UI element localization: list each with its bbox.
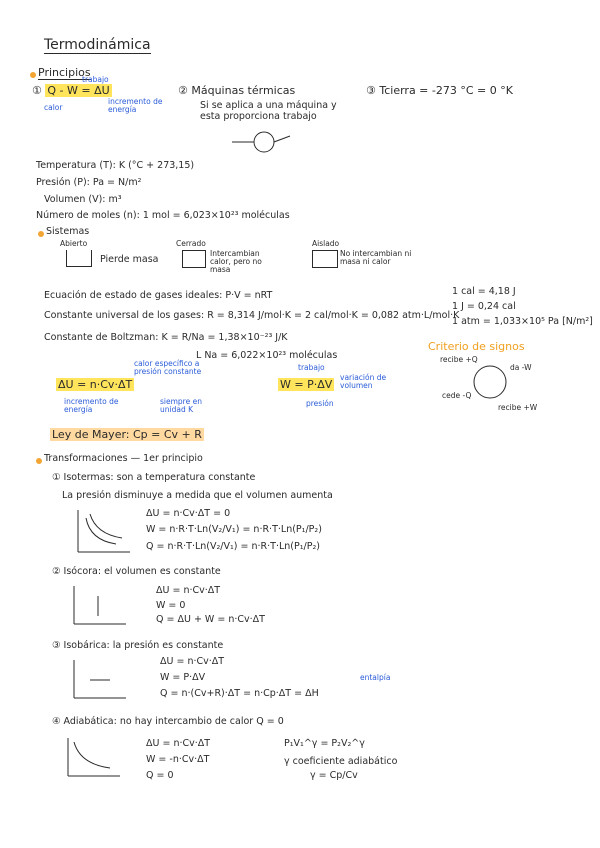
signos-recibe: recibe +Q [440,355,478,364]
conv-j: 1 J = 0,24 cal [452,301,516,312]
isobarica-graph [72,660,128,700]
ecuacion-gases: Ecuación de estado de gases ideales: P·V = nRT [44,290,273,301]
isobarica-title: ③ Isobárica: la presión es constante [52,640,224,651]
transf-heading: Transformaciones — 1er principio [44,453,203,464]
isocora-title: ② Isócora: el volumen es constante [52,566,221,577]
p1-energia: incremento de energía [108,97,163,114]
magnitud-presion: Presión (P): Pa = N/m² [36,177,142,188]
cerrado-icon [182,250,206,268]
isoterma-eq2: W = n·R·T·Ln(V₂/V₁) = n·R·T·Ln(P₁/P₂) [146,524,322,535]
isocora-eq1: ΔU = n·Cv·ΔT [156,585,221,596]
isoterma-sub: La presión disminuye a medida que el volumen aumenta [62,490,333,501]
adiabatica-eq2: W = -n·Cv·ΔT [146,754,210,765]
aislado-label: Aislado [312,239,340,248]
kelvin-note: siempre en unidad K [160,397,202,414]
engine-diagram [232,130,292,154]
conv-cal: 1 cal = 4,18 J [452,286,516,297]
cv-note: calor específico a presión constante [134,359,202,376]
principios-heading: Principios [38,66,91,79]
isocora-eq3: Q = ΔU + W = n·Cv·ΔT [156,614,265,625]
adiabatica-graph [66,738,122,778]
magnitud-moles: Número de moles (n): 1 mol = 6,023×10²³ moléculas [36,210,290,221]
adiabatica-eq1: ΔU = n·Cv·ΔT [146,738,211,749]
adiabatica-r1: P₁V₁^γ = P₂V₂^γ [284,738,365,749]
adiabatica-eq3: Q = 0 [146,770,174,781]
p3-text: ③ Tcierra = -273 °C = 0 °K [366,84,513,97]
p2-title: ② Máquinas térmicas [178,84,296,97]
p1-calor: calor [44,103,63,112]
energia-formula: ΔU = n·Cv·ΔT [58,378,133,391]
trabajo-note: trabajo [298,363,325,372]
energia-inc-note: incremento de energía [64,397,119,414]
isoterma-eq1: ΔU = n·Cv·ΔT = 0 [146,508,231,519]
page-title: Termodinámica [44,37,151,53]
constante-gases: Constante universal de los gases: R = 8,314 J/mol·K = 2 cal/mol·K = 0,082 atm·L/mol·K [44,310,460,321]
signos-da: da -W [510,363,532,372]
adiabatica-r2: γ coeficiente adiabático [284,756,398,767]
entalpia-note: entalpía [360,673,391,682]
isoterma-title: ① Isotermas: son a temperatura constante [52,472,256,483]
isobarica-eq2: W = P·ΔV [160,672,206,683]
signos-cede: cede -Q [442,391,472,400]
signos-diagram [470,362,510,402]
bullet-icon [38,231,44,237]
aislado-icon [312,250,338,268]
ley-mayer: Ley de Mayer: Cp = Cv + R [52,428,202,441]
trabajo-formula: W = P·ΔV [280,378,333,391]
numero-avogadro: L Na = 6,022×10²³ moléculas [196,350,338,361]
isoterma-graph [76,510,132,554]
cerrado-label: Cerrado [176,239,206,248]
abierto-desc: Pierde masa [100,254,159,265]
signos-recibe-w: recibe +W [498,403,538,412]
p1-trabajo: trabajo [82,75,109,84]
adiabatica-title: ④ Adiabática: no hay intercambio de calor Q = 0 [52,716,284,727]
cerrado-desc: Intercambian calor, pero no masa [210,249,262,274]
constante-boltzman: Constante de Boltzman: K = R/Na = 1,38×10⁻²³ J/K [44,332,288,343]
p1-formula: ① Q - W = ΔU [32,84,110,97]
isocora-eq2: W = 0 [156,600,186,611]
sistemas-heading: Sistemas [46,226,90,237]
isocora-graph [72,586,128,626]
magnitud-temperatura: Temperatura (T): K (°C + 273,15) [36,160,195,171]
isobarica-eq1: ΔU = n·Cv·ΔT [160,656,225,667]
conv-atm: 1 atm = 1,033×10⁵ Pa [N/m²] [452,316,593,327]
aislado-desc: No intercambian ni masa ni calor [340,249,412,266]
adiabatica-r3: γ = Cp/Cv [310,770,358,781]
bullet-icon [36,458,42,464]
variacion-note: variación de volumen [340,373,387,390]
abierto-label: Abierto [60,239,88,248]
isoterma-eq3: Q = n·R·T·Ln(V₂/V₁) = n·R·T·Ln(P₁/P₂) [146,541,320,552]
signos-title: Criterio de signos [428,340,525,353]
isobarica-eq3: Q = n·(Cv+R)·ΔT = n·Cp·ΔT = ΔH [160,688,319,699]
presion-note: presión [306,399,334,408]
magnitud-volumen: Volumen (V): m³ [44,194,122,205]
abierto-icon [66,250,92,267]
p2-desc: Si se aplica a una máquina y esta proporciona trabajo [200,100,337,122]
bullet-icon [30,72,36,78]
